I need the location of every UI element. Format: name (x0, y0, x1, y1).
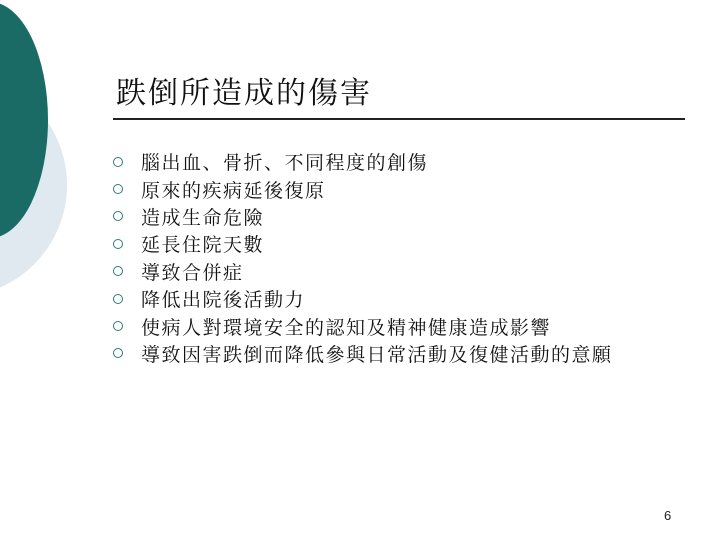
bullet-text: 延長住院天數 (141, 234, 265, 257)
title-underline (113, 118, 685, 120)
list-item (112, 258, 613, 285)
bullet-text: 造成生命危險 (141, 206, 265, 229)
circle-bullet-icon (113, 184, 123, 194)
list-item (112, 203, 613, 230)
decorative-circles (0, 0, 120, 300)
bullet-text: 使病人對環境安全的認知及精神健康造成影響 (141, 316, 552, 339)
slide-title: 跌倒所造成的傷害 (116, 76, 372, 111)
bullet-text: 導致因害跌倒而降低參與日常活動及復健活動的意願 (141, 343, 613, 366)
bullet-text: 導致合併症 (141, 261, 244, 284)
circle-bullet-icon (113, 348, 123, 358)
bullet-text: 腦出血、骨折、不同程度的創傷 (141, 152, 429, 175)
circle-bullet-icon (113, 294, 123, 304)
list-item (112, 148, 613, 175)
list-item (112, 175, 613, 202)
circle-bullet-icon (113, 239, 123, 249)
bullet-text: 降低出院後活動力 (141, 289, 306, 312)
bullet-text: 原來的疾病延後復原 (141, 179, 326, 202)
bullet-list (112, 148, 613, 367)
circle-bullet-icon (113, 157, 123, 167)
list-item (112, 230, 613, 257)
list-item (112, 285, 613, 312)
circle-bullet-icon (113, 266, 123, 276)
circle-bullet-icon (113, 211, 123, 221)
list-item (112, 340, 613, 367)
list-item (112, 312, 613, 339)
circle-bullet-icon (113, 321, 123, 331)
page-number: 6 (664, 508, 672, 523)
